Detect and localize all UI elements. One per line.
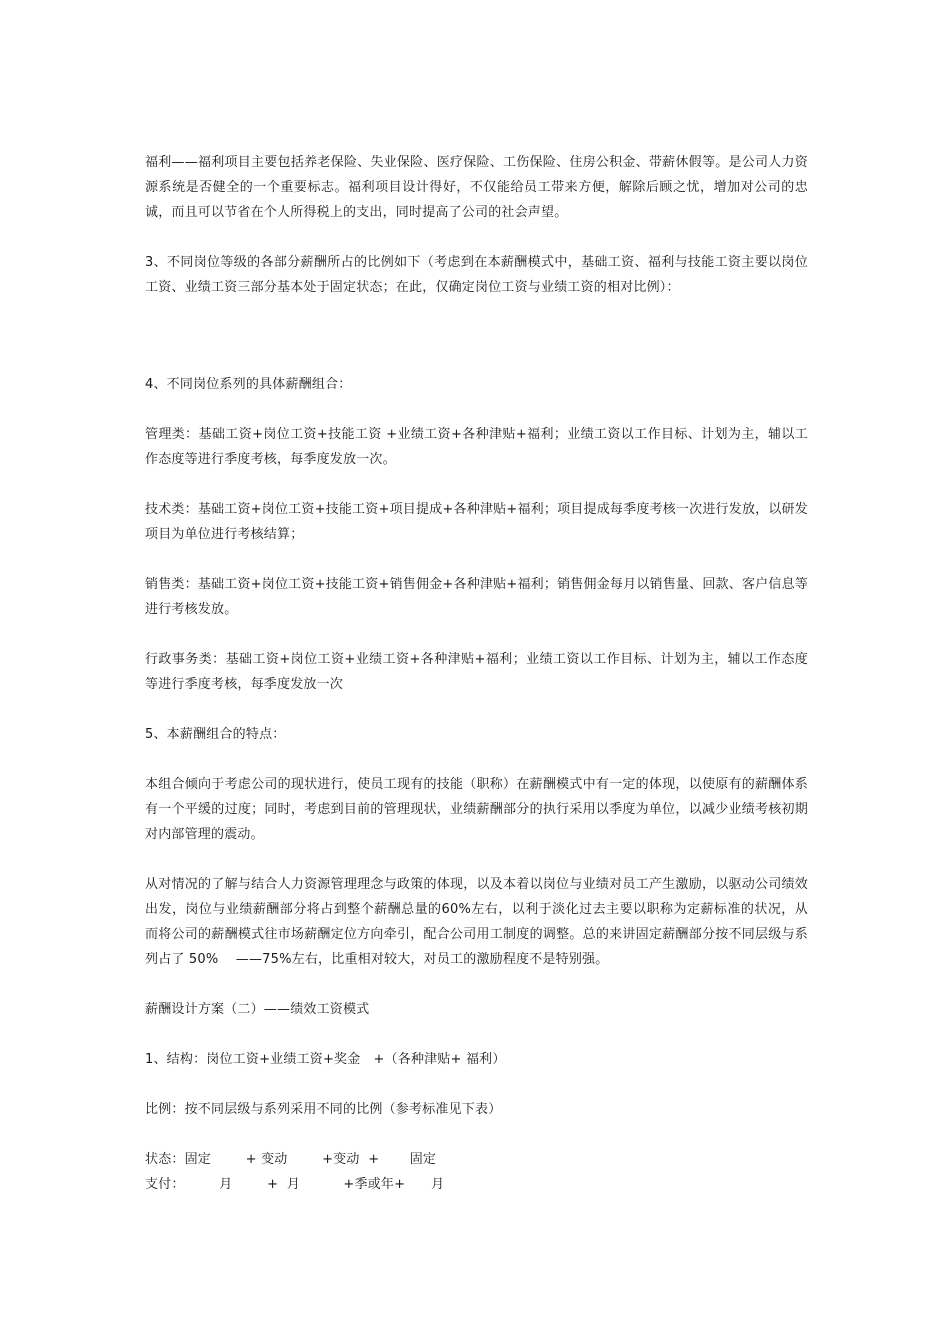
payment-line: 支付： 月 + 月 +季或年+ 月: [145, 1177, 445, 1192]
paragraph-gap: [145, 972, 808, 997]
paragraph-gap: [145, 1122, 808, 1147]
paragraph-welfare: 福利——福利项目主要包括养老保险、失业保险、医疗保险、工伤保险、住房公积金、带薪休假等。是公司人力资源系统是否健全的一个重要标志。福利项目设计得好，不仅能给员工带来方便，解除后顾之忧，增加对公司的忠诚，而且可以节省在个人所得税上的支出，同时提高了公司的社会声望。: [145, 155, 808, 220]
paragraph-gap: [145, 697, 808, 722]
paragraph-gap: [145, 472, 808, 497]
paragraph-features: 本组合倾向于考虑公司的现状进行，使员工现有的技能（职称）在薪酬模式中有一定的体现，以使原有的薪酬体系有一个平缓的过度；同时，考虑到目前的管理现状，业绩薪酬部分的执行采用以季度为单位，以减少业绩考核初期对内部管理的震动。: [145, 777, 808, 842]
paragraph-gap: [145, 1072, 808, 1097]
paragraph-technical: 技术类：基础工资+岗位工资+技能工资+项目提成+各种津贴+福利；项目提成每季度考核一次进行发放，以研发项目为单位进行考核结算；: [145, 502, 808, 542]
paragraph-gap: [145, 225, 808, 250]
paragraph-sales: 销售类：基础工资+岗位工资+技能工资+销售佣金+各种津贴+福利；销售佣金每月以销售量、回款、客户信息等进行考核发放。: [145, 577, 808, 617]
blank-area: [145, 300, 808, 372]
paragraph-gap: [145, 622, 808, 647]
paragraph-gap: [145, 1022, 808, 1047]
paragraph-gap: [145, 847, 808, 872]
paragraph-gap: [145, 397, 808, 422]
paragraph-structure: 1、结构：岗位工资+业绩工资+奖金 +（各种津贴+ 福利）: [145, 1052, 506, 1067]
paragraph-gap: [145, 747, 808, 772]
paragraph-ratio: 比例：按不同层级与系列采用不同的比例（参考标准见下表）: [145, 1102, 502, 1117]
document-body: [145, 150, 808, 1197]
heading-section-5: 5、本薪酬组合的特点：: [145, 727, 286, 742]
paragraph-section-3: 3、不同岗位等级的各部分薪酬所占的比例如下（考虑到在本薪酬模式中，基础工资、福利与技能工资主要以岗位工资、业绩工资三部分基本处于固定状态；在此，仅确定岗位工资与业绩工资的相对比例）：: [145, 255, 808, 295]
paragraph-admin: 行政事务类：基础工资+岗位工资+业绩工资+各种津贴+福利；业绩工资以工作目标、计划为主，辅以工作态度等进行季度考核，每季度发放一次: [145, 652, 808, 692]
paragraph-analysis: 从对情况的了解与结合人力资源管理理念与政策的体现，以及本着以岗位与业绩对员工产生激励，以驱动公司绩效出发，岗位与业绩薪酬部分将占到整个薪酬总量的60%左右，以利于淡化过去主要以职称为定薪标准的状况，从而将公司的薪酬模式往市场薪酬定位方向牵引，配合公司用工制度的调整。总的来讲固定薪酬部分按不同层级与系列占了 50% ——75%左右，比重相对较大，对员工的激励程度不是特别强。: [145, 877, 808, 967]
paragraph-gap: [145, 547, 808, 572]
heading-section-4: 4、不同岗位系列的具体薪酬组合：: [145, 377, 352, 392]
status-line: 状态：固定 + 变动 +变动 + 固定: [145, 1152, 437, 1167]
heading-plan-2: 薪酬设计方案（二）——绩效工资模式: [145, 1002, 370, 1017]
paragraph-management: 管理类：基础工资+岗位工资+技能工资 +业绩工资+各种津贴+福利；业绩工资以工作目标、计划为主，辅以工作态度等进行季度考核，每季度发放一次。: [145, 427, 808, 467]
